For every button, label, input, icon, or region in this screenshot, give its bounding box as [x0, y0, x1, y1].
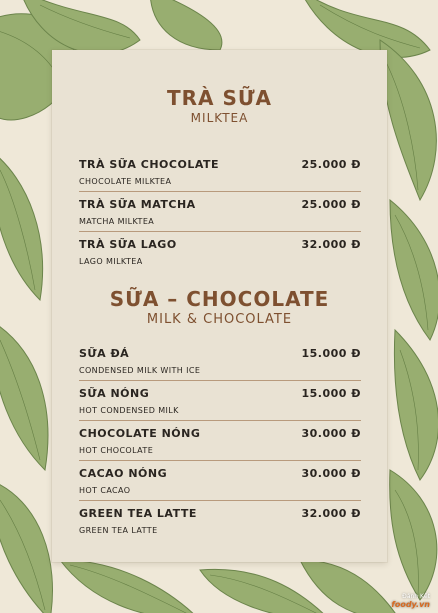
divider: [79, 231, 361, 232]
divider: [79, 420, 361, 421]
item-description: MATCHA MILKTEA: [79, 217, 155, 226]
watermark-logo: foody.vn: [391, 600, 430, 609]
item-price: 15.000 Đ: [301, 387, 361, 400]
item-description: CHOCOLATE MILKTEA: [79, 177, 172, 186]
menu-item: [79, 158, 361, 196]
menu-item: [79, 507, 361, 545]
item-price: 25.000 Đ: [301, 158, 361, 171]
divider: [79, 500, 361, 501]
item-name: TRÀ SỮA MATCHA: [79, 198, 196, 211]
item-description: HOT CACAO: [79, 486, 131, 495]
watermark-text: Đánh Kết: [402, 593, 430, 600]
section-title-milktea: TRÀ SỮA: [166, 86, 273, 110]
section-subtitle-milktea: MILKTEA: [190, 111, 249, 125]
item-description: LAGO MILKTEA: [79, 257, 143, 266]
item-description: CONDENSED MILK WITH ICE: [79, 366, 201, 375]
menu-item: [79, 198, 361, 236]
item-name: TRÀ SỮA CHOCOLATE: [79, 158, 220, 171]
divider: [79, 191, 361, 192]
item-description: GREEN TEA LATTE: [79, 526, 158, 535]
item-name: CHOCOLATE NÓNG: [79, 427, 201, 440]
item-name: SỮA NÓNG: [79, 387, 150, 400]
menu-item: [79, 467, 361, 505]
item-price: 30.000 Đ: [301, 467, 361, 480]
divider: [79, 460, 361, 461]
item-name: CACAO NÓNG: [79, 467, 168, 480]
section-title-milk-chocolate: SỮA – CHOCOLATE: [109, 287, 330, 311]
item-price: 25.000 Đ: [301, 198, 361, 211]
watermark: [391, 593, 430, 609]
item-price: 32.000 Đ: [301, 507, 361, 520]
divider: [79, 380, 361, 381]
item-price: 15.000 Đ: [301, 347, 361, 360]
item-name: GREEN TEA LATTE: [79, 507, 197, 520]
menu-item: [79, 238, 361, 276]
menu-item: [79, 427, 361, 465]
menu-item: [79, 347, 361, 385]
item-price: 32.000 Đ: [301, 238, 361, 251]
section-subtitle-milk-chocolate: MILK & CHOCOLATE: [146, 312, 293, 327]
item-name: SỮA ĐÁ: [79, 347, 130, 360]
menu-card: [52, 50, 387, 562]
item-price: 30.000 Đ: [301, 427, 361, 440]
item-description: HOT CONDENSED MILK: [79, 406, 179, 415]
menu-item: [79, 387, 361, 425]
item-description: HOT CHOCOLATE: [79, 446, 154, 455]
item-name: TRÀ SỮA LAGO: [79, 238, 177, 251]
